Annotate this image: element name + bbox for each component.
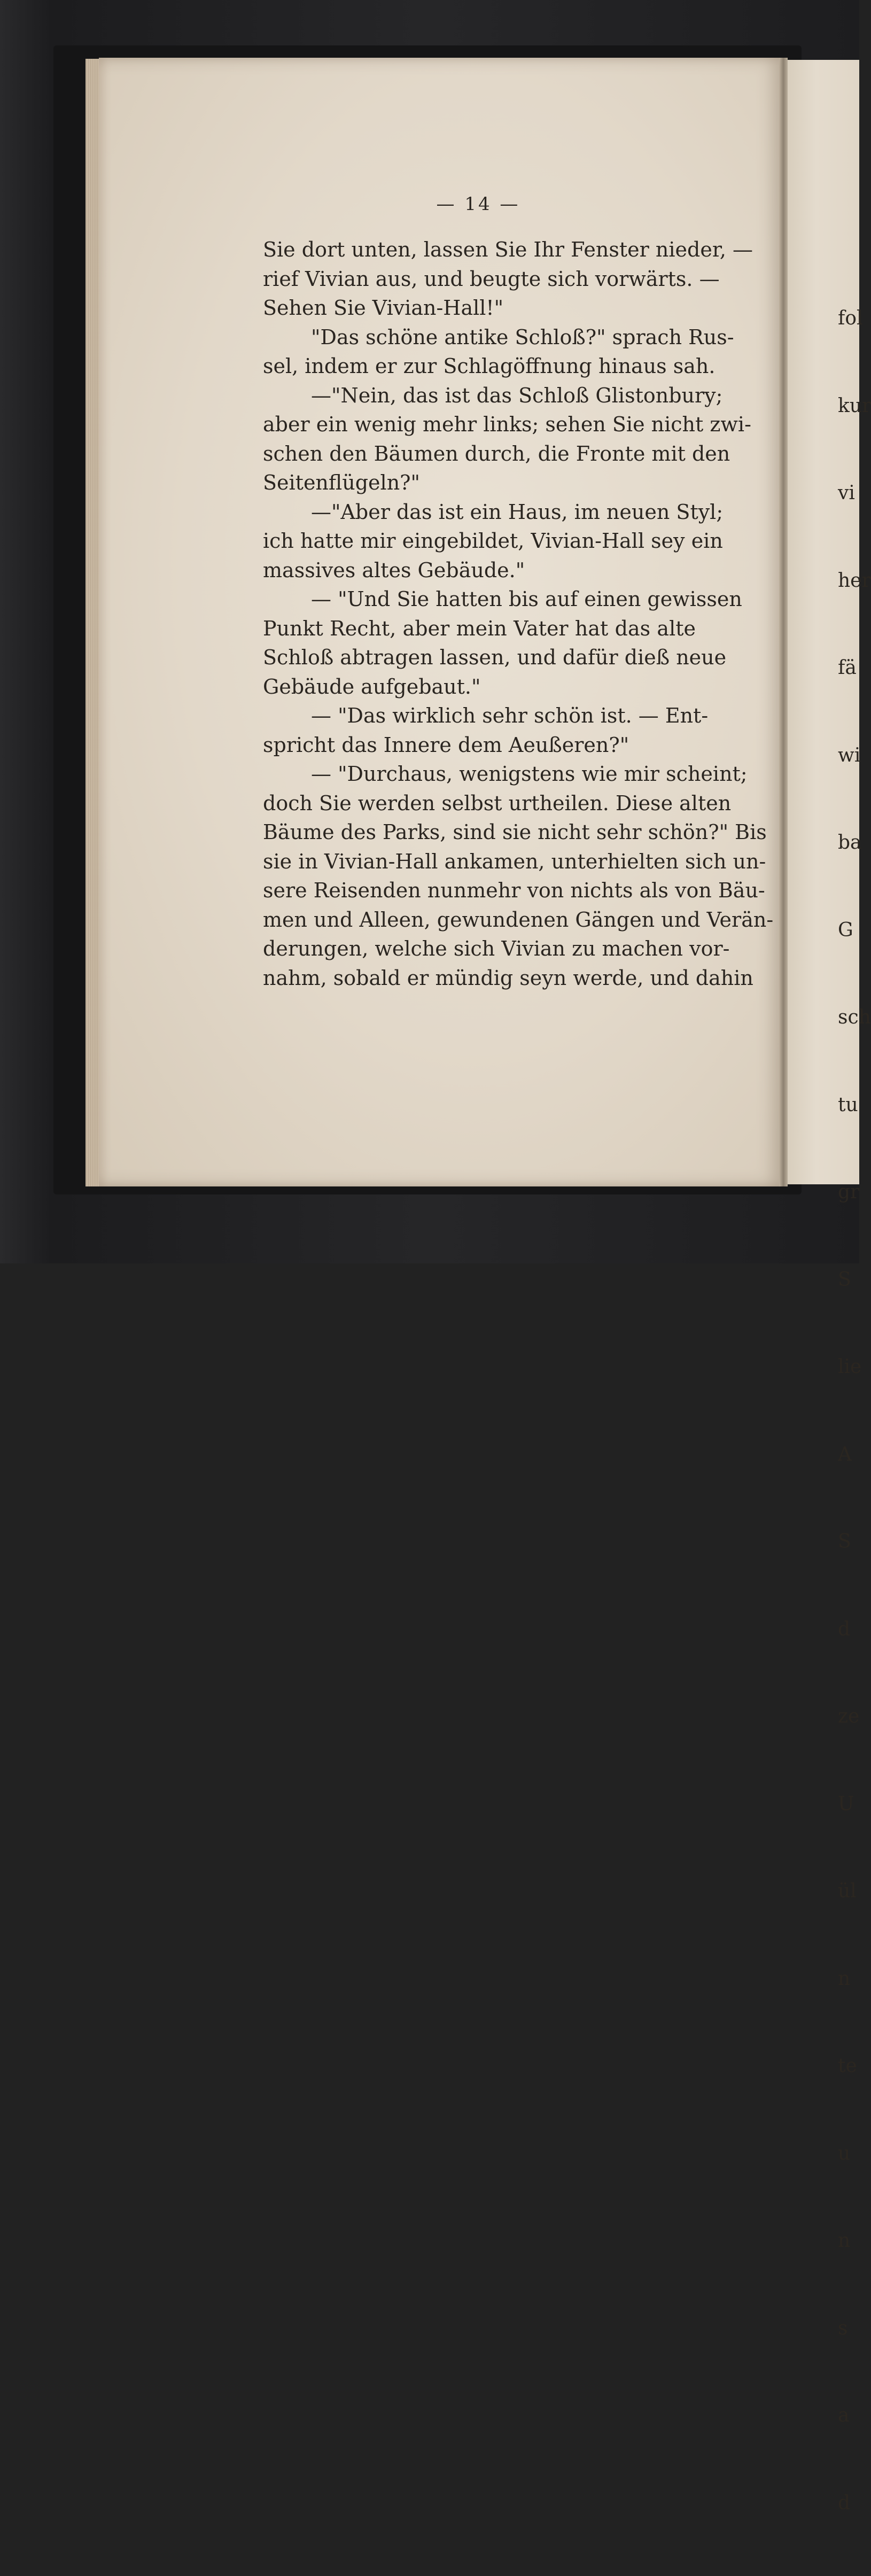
- text-line: derungen, welche sich Vivian zu machen vor-: [263, 937, 730, 960]
- text-line: Sehen Sie Vivian-Hall!": [263, 296, 504, 320]
- book-gutter: [779, 58, 788, 1186]
- text-line: — "Und Sie hatten bis auf einen gewissen: [311, 587, 742, 611]
- text-line: Seitenflügeln?": [263, 471, 421, 494]
- fragment-line: gr: [838, 1181, 860, 1203]
- text-line: ich hatte mir eingebildet, Vivian-Hall sey ein: [263, 529, 723, 553]
- fragment-line: a: [838, 2404, 850, 2426]
- fragment-line: ül: [838, 1880, 857, 1902]
- facing-page-text: [838, 246, 871, 2576]
- fragment-line: her: [838, 569, 871, 592]
- text-line: "Das schöne antike Schloß?" sprach Rus-: [311, 325, 734, 349]
- fragment-line: fä: [838, 657, 857, 679]
- text-line: nahm, sobald er mündig seyn werde, und dahin: [263, 966, 753, 990]
- fragment-line: kur: [838, 394, 871, 417]
- fragment-line: wi: [838, 744, 861, 766]
- text-line: massives altes Gebäude.": [263, 558, 525, 582]
- fragment-line: vi: [838, 482, 855, 504]
- text-line: Bäume des Parks, sind sie nicht sehr schön?" Bis: [263, 820, 767, 844]
- text-line: Schloß abtragen lassen, und dafür dieß neue: [263, 646, 727, 669]
- text-line: — "Das wirklich sehr schön ist. — Ent-: [311, 704, 709, 727]
- fragment-line: lie: [838, 1356, 862, 1378]
- text-line: Punkt Recht, aber mein Vater hat das alte: [263, 616, 696, 640]
- fragment-line: d: [838, 2492, 851, 2514]
- fragment-line: n: [838, 1967, 851, 1990]
- fragment-line: ze: [838, 1705, 860, 1727]
- page-number: — 14 —: [436, 193, 520, 215]
- fragment-line: s: [838, 2317, 848, 2339]
- text-line: —"Nein, das ist das Schloß Glistonbury;: [311, 383, 723, 407]
- text-line: —"Aber das ist ein Haus, im neuen Styl;: [311, 500, 724, 524]
- fragment-line: S: [838, 1268, 851, 1291]
- text-line: sel, indem er zur Schlagöffnung hinaus sah.: [263, 354, 716, 378]
- fragment-line: U: [838, 1793, 854, 1815]
- text-line: Sie dort unten, lassen Sie Ihr Fenster nieder, —: [263, 238, 753, 261]
- text-line: men und Alleen, gewundenen Gängen und Verän-: [263, 907, 774, 932]
- text-line: sere Reisenden nunmehr von nichts als von Bäu-: [263, 879, 765, 902]
- text-line: rief Vivian aus, und beugte sich vorwärts. —: [263, 267, 720, 291]
- fragment-line: G: [838, 919, 853, 941]
- fragment-line: u: [838, 2142, 851, 2164]
- fragment-line: sch: [838, 1006, 871, 1028]
- text-line: — "Durchaus, wenigstens wie mir scheint;: [311, 762, 748, 786]
- text-line: doch Sie werden selbst urtheilen. Diese alten: [263, 791, 732, 815]
- text-line: aber ein wenig mehr links; sehen Sie nicht zwi-: [263, 413, 751, 436]
- fragment-line: A: [838, 1443, 852, 1465]
- page-text: [263, 235, 774, 992]
- fragment-line: S: [838, 1531, 851, 1553]
- fragment-line: tu: [838, 1093, 858, 1116]
- fragment-line: te: [838, 2055, 857, 2077]
- fragment-line: d: [838, 1618, 851, 1640]
- fragment-line: n: [838, 2230, 851, 2252]
- text-line: spricht das Innere dem Aeußeren?": [263, 733, 629, 757]
- fragment-line: fol: [838, 307, 863, 329]
- text-line: Gebäude aufgebaut.": [263, 674, 481, 699]
- text-line: schen den Bäumen durch, die Fronte mit den: [263, 441, 730, 465]
- text-line: sie in Vivian-Hall ankamen, unterhielten sich un-: [263, 849, 766, 873]
- fragment-line: ba: [838, 832, 862, 854]
